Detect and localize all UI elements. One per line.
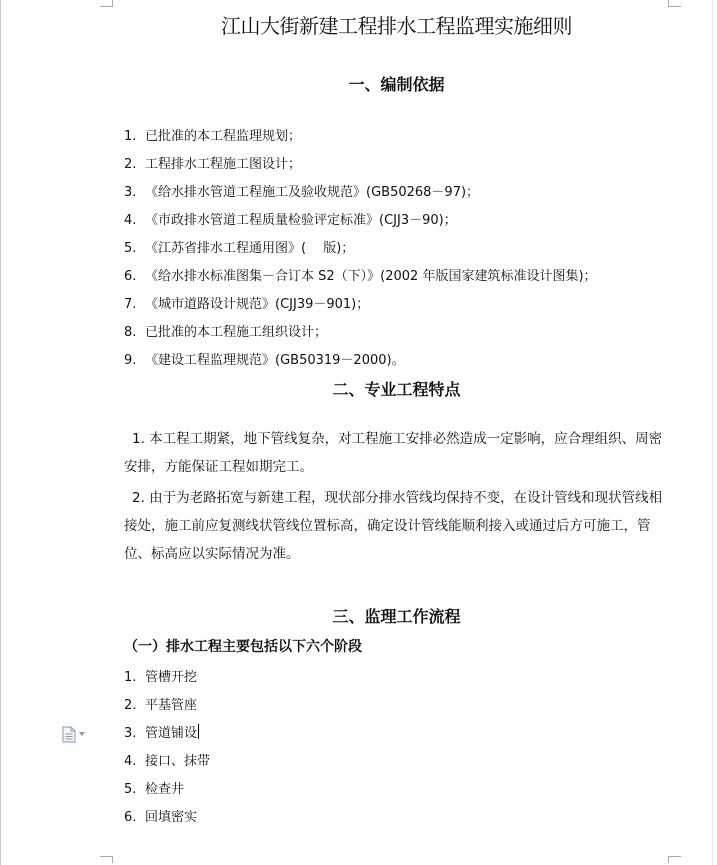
list-item: 3. 管道铺设 (124, 726, 198, 741)
margin-corner-mark (100, 856, 113, 863)
list-item: 2. 工程排水工程施工图设计； (124, 157, 302, 172)
paragraph: 1. 本工程工期紧，地下管线复杂，对工程施工安排必然造成一定影响，应合理组织、周密安排，方能保证工程如期完工。 (124, 431, 663, 475)
paragraph: 2. 由于为老路拓宽与新建工程，现状部分排水管线均保持不变，在设计管线和现状管线相接处，施工前应复测线状管线位置标高，确定设计管线能顺利接入或通过后方可施工，管位、标高应以实际情况为准。 (124, 490, 663, 562)
document-icon (62, 726, 76, 743)
margin-corner-mark (668, 0, 681, 7)
section-heading-features: 二、专业工程特点 (332, 380, 461, 399)
margin-corner-mark (100, 0, 113, 7)
text-cursor (198, 724, 199, 739)
list-item: 4. 《市政排水管道工程质量检验评定标准》(CJJ3－90)； (124, 213, 457, 228)
page-right-edge (712, 0, 713, 865)
list-item: 9. 《建设工程监理规范》(GB50319－2000)。 (124, 353, 405, 368)
list-item: 7. 《城市道路设计规范》(CJJ39－901)； (124, 297, 370, 312)
document-title: 江山大街新建工程排水工程监理实施细则 (221, 14, 572, 38)
list-item: 6. 《给水排水标准图集－合订本 S2（下）》(2002 年版国家建筑标准设计图集)； (124, 269, 597, 284)
page-left-edge (0, 0, 1, 865)
list-item: 1. 已批准的本工程监理规划； (124, 129, 302, 144)
list-item: 5. 《江苏省排水工程通用图》( 版)； (124, 241, 355, 256)
list-item: 1. 管槽开挖 (124, 670, 198, 685)
list-item: 4. 接口、抹带 (124, 754, 211, 769)
list-item: 6. 回填密实 (124, 810, 198, 825)
list-item: 2. 平基管座 (124, 698, 198, 713)
paste-options-button[interactable] (62, 725, 92, 743)
list-item: 5. 检查井 (124, 782, 185, 797)
list-item: 3. 《给水排水管道工程施工及验收规范》(GB50268－97)； (124, 185, 480, 200)
chevron-down-icon (79, 732, 85, 736)
section-heading-workflow: 三、监理工作流程 (332, 607, 461, 626)
list-item: 8. 已批准的本工程施工组织设计； (124, 325, 328, 340)
subsection-heading: （一）排水工程主要包括以下六个阶段 (124, 639, 362, 655)
margin-corner-mark (668, 856, 681, 863)
section-heading-basis: 一、编制依据 (348, 75, 445, 94)
